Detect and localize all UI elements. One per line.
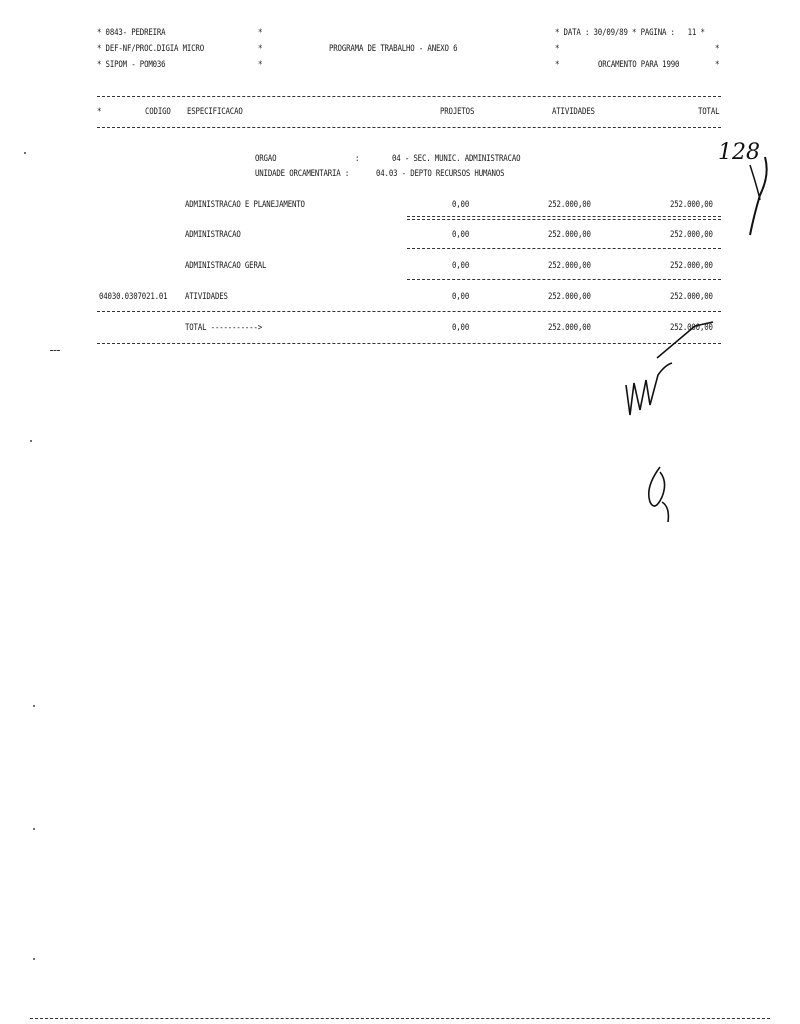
border-star: *: [715, 60, 720, 70]
header-rule-bottom: [97, 127, 721, 128]
header-line-3: * SIPOM - POM036: [97, 60, 166, 70]
row-3-projetos: 0,00: [452, 261, 470, 271]
row-1-desc: ADMINISTRACAO E PLANEJAMENTO: [185, 200, 305, 210]
border-star: *: [258, 60, 263, 70]
report-title: PROGRAMA DE TRABALHO - ANEXO 6: [329, 44, 458, 54]
border-star: *: [97, 107, 102, 117]
header-rule-top: [97, 96, 721, 97]
total-projetos: 0,00: [452, 323, 470, 333]
row-rule: [407, 279, 721, 280]
budget-year: ORCAMENTO PARA 1990: [598, 60, 680, 70]
page-bottom-edge: [30, 1018, 770, 1019]
signature-mark: [640, 462, 680, 532]
total-atividades: 252.000,00: [548, 323, 591, 333]
border-star: *: [555, 60, 560, 70]
col-codigo: CODIGO: [145, 107, 171, 117]
scan-speck: [24, 152, 26, 154]
total-label: TOTAL ----------->: [185, 323, 263, 333]
stamp-slash: [740, 155, 780, 245]
unidade-label: UNIDADE ORCAMENTARIA :: [255, 169, 350, 179]
date-page-line: * DATA : 30/09/89 * PAGINA : 11 *: [555, 28, 705, 38]
border-star: *: [258, 28, 263, 38]
page-stamp: 128: [718, 140, 760, 165]
border-star: *: [555, 44, 560, 54]
row-3-desc: ADMINISTRACAO GERAL: [185, 261, 267, 271]
border-star: *: [258, 44, 263, 54]
scan-speck: [30, 440, 32, 442]
margin-mark: [50, 350, 60, 351]
row-3-atividades: 252.000,00: [548, 261, 591, 271]
orgao-label: ORGAO: [255, 154, 277, 164]
row-4-code: 04030.0307021.01: [99, 292, 168, 302]
row-1-projetos: 0,00: [452, 200, 470, 210]
col-atividades: ATIVIDADES: [552, 107, 595, 117]
colon-mark: :: [355, 154, 360, 164]
row-2-projetos: 0,00: [452, 230, 470, 240]
header-line-2: * DEF-NF/PROC.DIGIA MICRO: [97, 44, 204, 54]
total-total: 252.000,00: [670, 323, 713, 333]
row-2-atividades: 252.000,00: [548, 230, 591, 240]
header-line-1: * 0843- PEDREIRA: [97, 28, 166, 38]
row-4-desc: ATIVIDADES: [185, 292, 228, 302]
row-2-desc: ADMINISTRACAO: [185, 230, 241, 240]
scan-speck: [33, 958, 35, 960]
unidade-value: 04.03 - DEPTO RECURSOS HUMANOS: [376, 169, 505, 179]
double-rule: [407, 216, 721, 220]
scan-speck: [33, 705, 35, 707]
row-2-total: 252.000,00: [670, 230, 713, 240]
row-4-atividades: 252.000,00: [548, 292, 591, 302]
row-4-total: 252.000,00: [670, 292, 713, 302]
scan-speck: [33, 828, 35, 830]
border-star: *: [715, 44, 720, 54]
row-1-total: 252.000,00: [670, 200, 713, 210]
col-projetos: PROJETOS: [440, 107, 475, 117]
table-rule: [97, 311, 721, 312]
row-1-atividades: 252.000,00: [548, 200, 591, 210]
table-rule-bottom: [97, 343, 721, 344]
col-especificacao: ESPECIFICACAO: [187, 107, 243, 117]
signature-initials: [620, 355, 680, 425]
row-rule: [407, 248, 721, 249]
orgao-value: 04 - SEC. MUNIC. ADMINISTRACAO: [392, 154, 521, 164]
row-4-projetos: 0,00: [452, 292, 470, 302]
row-3-total: 252.000,00: [670, 261, 713, 271]
total-check-mark: [655, 320, 715, 360]
col-total: TOTAL: [698, 107, 720, 117]
